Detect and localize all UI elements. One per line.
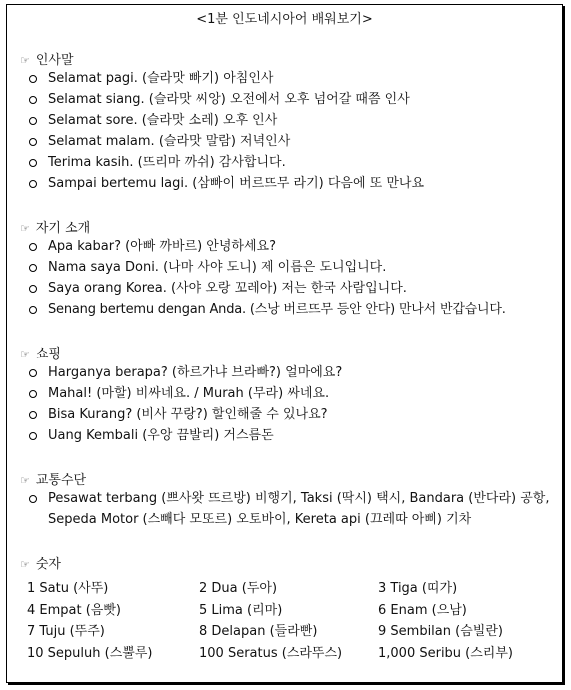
section-title: 교통수단 — [35, 473, 87, 488]
introduction-list — [29, 236, 556, 320]
list-item: Sampai bertemu lagi. (삼빠이 버르뜨무 라기) 다음에 또 만나요 — [29, 173, 556, 194]
numbers-row — [27, 600, 547, 622]
bullet-circle-icon — [29, 432, 37, 440]
bullet-circle-icon — [29, 285, 37, 293]
list-item: Terima kasih. (뜨리마 까쉬) 감사합니다. — [29, 152, 556, 173]
list-item: Nama saya Doni. (나마 사야 도니) 제 이름은 도니입니다. — [29, 257, 556, 278]
greetings-list — [29, 68, 556, 194]
list-item: Pesawat terbang (쁘사왓 뜨르방) 비행기, Taksi (딱시) 택시, Bandara (반다라) 공항, Sepeda Motor (스빼다 모또르) 오토바이, Kereta api (끄레따 아삐) 기차 — [29, 488, 556, 530]
number-entry: 9 Sembilan (슴빌란) — [378, 624, 503, 639]
bullet-circle-icon — [29, 243, 37, 251]
numbers-grid — [27, 578, 547, 664]
section-heading-transportation — [20, 469, 86, 488]
list-item: Senang bertemu dengan Anda. (스낭 버르뜨무 등안 안다) 만나서 반갑습니다. — [29, 299, 556, 320]
number-entry: 10 Sepuluh (스뿔루) — [27, 645, 153, 661]
bullet-circle-icon — [29, 159, 37, 167]
section-heading-numbers — [20, 553, 61, 572]
numbers-row — [27, 578, 547, 600]
pointing-hand-icon: ☞ — [20, 348, 30, 361]
section-heading-greetings — [20, 49, 74, 68]
bullet-circle-icon — [29, 411, 37, 419]
bullet-circle-icon — [29, 117, 37, 125]
number-entry: 3 Tiga (띠가) — [378, 581, 458, 596]
list-item: Selamat malam. (슬라맛 말람) 저녁인사 — [29, 131, 556, 152]
list-item: Harganya berapa? (하르가냐 브라빠?) 얼마에요? — [29, 362, 556, 383]
list-item: Mahal! (마할) 비싸네요. / Murah (무라) 싸네요. — [29, 383, 556, 404]
section-title: 쇼핑 — [35, 347, 61, 362]
document-frame — [6, 4, 563, 683]
transportation-list — [29, 488, 556, 530]
list-item: Apa kabar? (아빠 까바르) 안녕하세요? — [29, 236, 556, 257]
pointing-hand-icon: ☞ — [20, 54, 30, 67]
number-entry: 1 Satu (사뚜) — [27, 581, 109, 596]
bullet-circle-icon — [29, 369, 37, 377]
number-entry: 6 Enam (으남) — [378, 602, 467, 618]
numbers-row — [27, 621, 547, 643]
list-item: Uang Kembali (우앙 끔발리) 거스름돈 — [29, 425, 556, 446]
number-entry: 2 Dua (두아) — [199, 581, 278, 596]
number-entry: 8 Delapan (들라빤) — [199, 624, 318, 639]
list-item: Selamat sore. (슬라맛 소레) 오후 인사 — [29, 110, 556, 131]
section-title: 자기 소개 — [35, 221, 91, 236]
number-entry: 5 Lima (리마) — [199, 602, 283, 618]
bullet-circle-icon — [29, 264, 37, 272]
list-item: Bisa Kurang? (비사 꾸랑?) 할인해줄 수 있나요? — [29, 404, 556, 425]
bullet-circle-icon — [29, 495, 37, 503]
bullet-circle-icon — [29, 96, 37, 104]
numbers-row — [27, 643, 547, 665]
list-item: Selamat pagi. (슬라맛 빠기) 아침인사 — [29, 68, 556, 89]
list-item: Selamat siang. (슬라맛 씨앙) 오전에서 오후 넘어갈 때쯤 인사 — [29, 89, 556, 110]
section-title: 숫자 — [35, 557, 61, 572]
number-entry: 100 Seratus (스라뚜스) — [199, 645, 343, 661]
bullet-circle-icon — [29, 390, 37, 398]
bullet-circle-icon — [29, 138, 37, 146]
shopping-list — [29, 362, 556, 446]
page-title: <1분 인도네시아어 배워보기> — [196, 12, 373, 27]
pointing-hand-icon: ☞ — [20, 222, 30, 235]
section-heading-shopping — [20, 343, 61, 362]
bullet-circle-icon — [29, 75, 37, 83]
pointing-hand-icon: ☞ — [20, 558, 30, 571]
number-entry: 1,000 Seribu (스리부) — [378, 645, 513, 661]
bullet-circle-icon — [29, 306, 37, 314]
section-title: 인사말 — [35, 53, 74, 68]
bullet-circle-icon — [29, 180, 37, 188]
section-heading-introduction — [20, 217, 90, 236]
number-entry: 4 Empat (음빳) — [27, 602, 121, 618]
number-entry: 7 Tuju (뚜주) — [27, 624, 105, 639]
pointing-hand-icon: ☞ — [20, 474, 30, 487]
list-item: Saya orang Korea. (사야 오랑 꼬레아) 저는 한국 사람입니다. — [29, 278, 556, 299]
